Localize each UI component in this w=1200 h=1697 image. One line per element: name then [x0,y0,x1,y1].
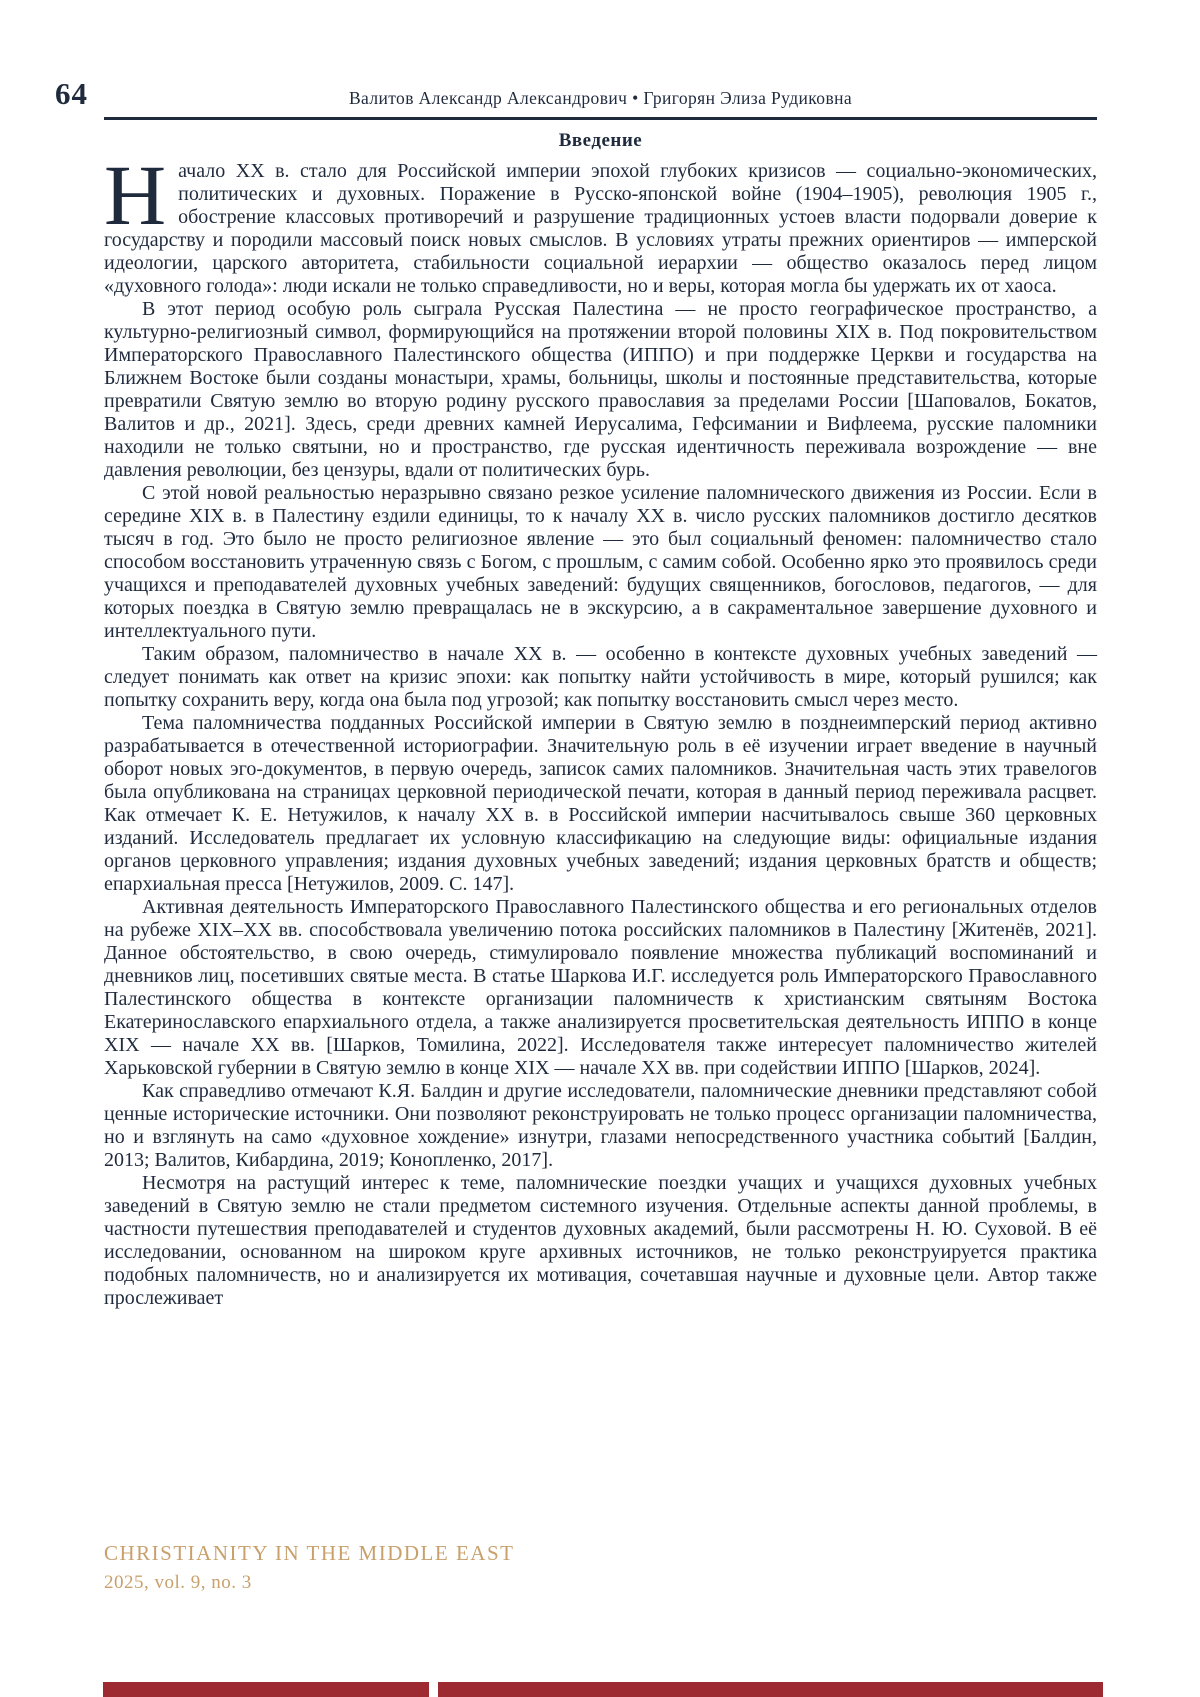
paragraph: Тема паломничества подданных Российской империи в Святую землю в позднеимперский период активно разрабатывается в отечественной историографии. Значительную роль в её изучении играет введение в научный оборот новых эго-документов, в первую очередь, записок самих паломников. Значительная часть этих травелогов была опубликована на страницах церковной периодической печати, которая в данный период переживала расцвет. Как отмечает К. Е. Нетужилов, к началу XX в. в Российской империи насчитывалось свыше 360 церковных изданий. Исследователь предлагает их условную классификацию на следующие виды: официальные издания органов церковного управления; издания духовных учебных заведений; издания церковных братств и обществ; епархиальная пресса [Нетужилов, 2009. С. 147]. [104,712,1097,895]
paragraph: Несмотря на растущий интерес к теме, паломнические поездки учащих и учащихся духовных учебных заведений в Святую землю не стали предметом системного изучения. Отдельные аспекты данной проблемы, в частности путешествия преподавателей и студентов духовных академий, были рассмотрены Н. Ю. Суховой. В её исследовании, основанном на широком круге архивных источников, не только реконструируется практика подобных паломничеств, но и анализируется их мотивация, сочетавшая научные и духовные цели. Автор также прослеживает [104,1172,1097,1309]
page-number: 64 [55,76,88,111]
drop-cap: Н [104,147,167,243]
paragraph: Начало XX в. стало для Российской империи эпохой глубоких кризисов — социально-экономических, политических и духовных. Поражение в Русско-японской войне (1904–1905), революция 1905 г., обострение классовых противоречий и разрушение традиционных устоев власти подорвали доверие к государству и породили массовый поиск новых смыслов. В условиях утраты прежних ориентиров — имперской идеологии, царского авторитета, стабильности социальной иерархии — общество оказалось перед лицом «духовного голода»: люди искали не только справедливости, но и веры, которая могла бы удержать их от хаоса. [104,147,1097,297]
issue-info: 2025, vol. 9, no. 3 [104,1572,252,1593]
footer-bar-right [438,1682,1103,1697]
article-body [104,147,1097,1310]
footer-bar-left [103,1682,429,1697]
journal-name: CHRISTIANITY IN THE MIDDLE EAST [104,1541,515,1565]
paragraph: В этот период особую роль сыграла Русская Палестина — не просто географическое пространство, а культурно-религиозный символ, формирующийся на протяжении второй половины XIX в. Под покровительством Императорского Православного Палестинского общества (ИППО) и при поддержке Церкви и государства на Ближнем Востоке были созданы монастыри, храмы, больницы, школы и постоянные представительства, которые превратили Святую землю во вторую родину русского православия за пределами России [Шаповалов, Бокатов, Валитов и др., 2021]. Здесь, среди древних камней Иерусалима, Гефсимании и Вифлеема, русские паломники находили не только святыни, но и пространство, где русская идентичность переживала возрождение — вне давления революции, без цензуры, вдали от политических бурь. [104,298,1097,481]
paragraph: С этой новой реальностью неразрывно связано резкое усиление паломнического движения из России. Если в середине XIX в. в Палестину ездили единицы, то к началу XX в. число русских паломников достигло десятков тысяч в год. Это было не просто религиозное явление — это был социальный феномен: паломничество стало способом восстановить утраченную связь с Богом, с прошлым, с самим собой. Особенно ярко это проявилось среди учащихся и преподавателей духовных учебных заведений: будущих священников, богословов, педагогов, — для которых поездка в Святую землю превращалась не в экскурсию, а в сакраментальное завершение духовного и интеллектуального пути. [104,482,1097,642]
section-title: Введение [558,130,643,151]
running-head: Валитов Александр Александрович • Григорян Элиза Рудиковна [348,88,853,108]
header-rule [104,117,1097,120]
paragraph: Активная деятельность Императорского Православного Палестинского общества и его региональных отделов на рубеже XIX–XX вв. способствовала увеличению потока российских паломников в Палестину [Житенёв, 2021]. Данное обстоятельство, в свою очередь, стимулировало появление множества публикаций воспоминаний и дневников лиц, посетивших святые места. В статье Шаркова И.Г. исследуется роль Императорского Православного Палестинского общества в контексте организации паломничеств к христианским святыням Востока Екатеринославского епархиального отдела, а также анализируется просветительская деятельность ИППО в конце XIX — начале XX вв. [Шарков, Томилина, 2022]. Исследователя также интересует паломничество жителей Харьковской губернии в Святую землю в конце XIX — начале XX вв. при содействии ИППО [Шарков, 2024]. [104,896,1097,1079]
paragraph: Как справедливо отмечают К.Я. Балдин и другие исследователи, паломнические дневники представляют собой ценные исторические источники. Они позволяют реконструировать не только процесс организации паломничества, но и взглянуть на само «духовное хождение» изнутри, глазами непосредственного участника событий [Балдин, 2013; Валитов, Кибардина, 2019; Конопленко, 2017]. [104,1080,1097,1171]
paragraph: Таким образом, паломничество в начале XX в. — особенно в контексте духовных учебных заведений — следует понимать как ответ на кризис эпохи: как попытку найти устойчивость в мире, который рушился; как попытку сохранить веру, когда она была под угрозой; как попытку восстановить смысл через место. [104,643,1097,711]
